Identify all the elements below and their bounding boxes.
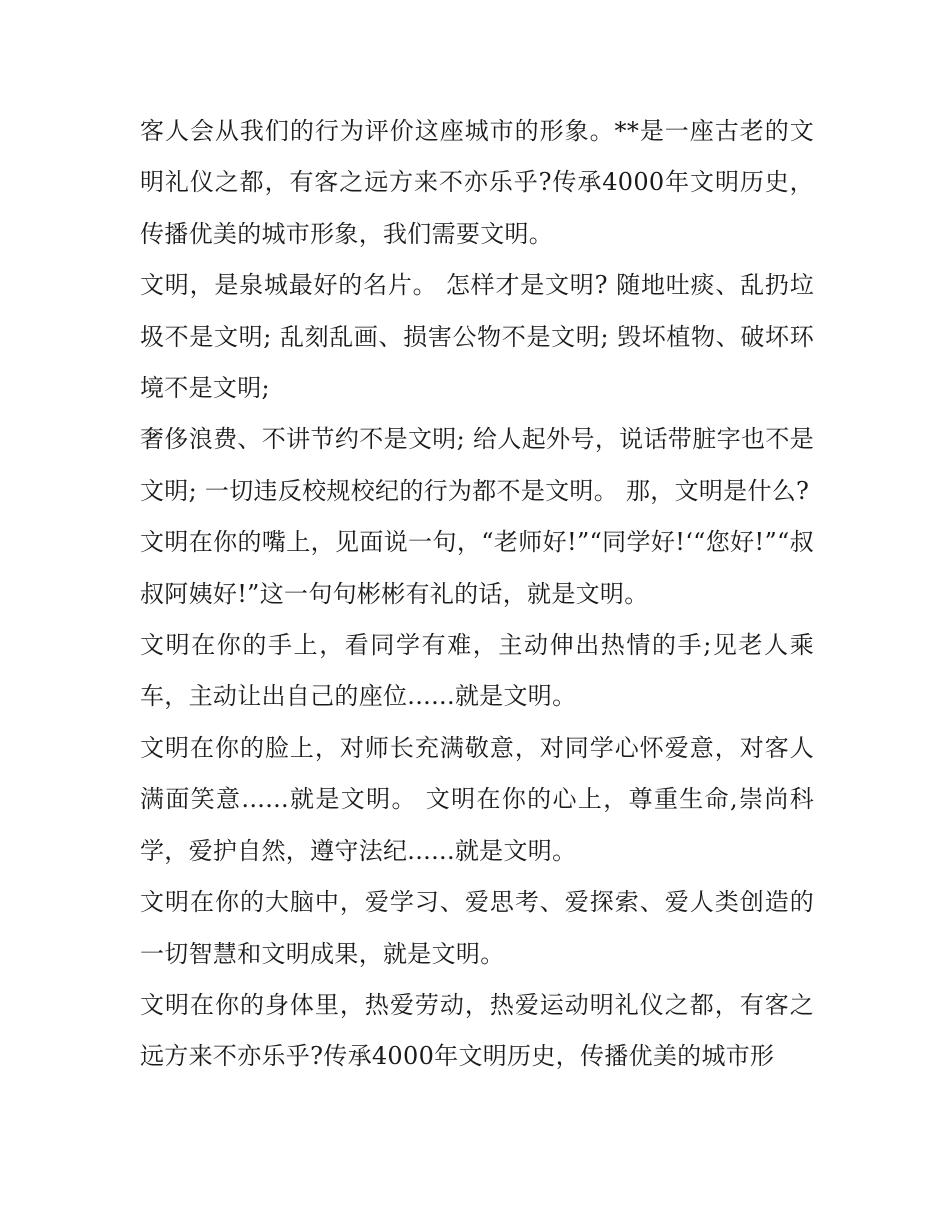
paragraph: 文明在你的身体里，热爱劳动，热爱运动明礼仪之都，有客之远方来不亦乐乎?传承4000年文明历史，传播优美的城市形 bbox=[140, 990, 814, 1071]
paragraph: 客人会从我们的行为评价这座城市的形象。**是一座古老的文明礼仪之都，有客之远方来不亦乐乎?传承4000年文明历史，传播优美的城市形象，我们需要文明。 bbox=[140, 117, 814, 248]
paragraph: 文明在你的大脑中，爱学习、爱思考、爱探索、爱人类创造的一切智慧和文明成果，就是文明。 bbox=[140, 888, 814, 968]
paragraph: 文明，是泉城最好的名片。 怎样才是文明? 随地吐痰、乱扔垃圾不是文明; 乱刻乱画、损害公物不是文明; 毁坏植物、破坏环境不是文明; bbox=[140, 271, 814, 403]
paragraph: 文明在你的嘴上，见面说一句，“老师好!”“同学好!‘“您好!”“叔叔阿姨好!”这一句句彬彬有礼的话，就是文明。 bbox=[140, 528, 814, 608]
paragraph: 奢侈浪费、不讲节约不是文明; 给人起外号，说话带脏字也不是文明; 一切违反校规校纪的行为都不是文明。 那，文明是什么? bbox=[140, 425, 814, 505]
paragraph: 文明在你的手上，看同学有难，主动伸出热情的手;见老人乘车，主动让出自己的座位......就是文明。 bbox=[140, 631, 814, 711]
document-body bbox=[140, 106, 814, 1083]
paragraph: 文明在你的脸上，对师长充满敬意，对同学心怀爱意，对客人满面笑意......就是文明。 文明在你的心上，尊重生命,崇尚科学，爱护自然，遵守法纪......就是文明。 bbox=[140, 733, 814, 865]
